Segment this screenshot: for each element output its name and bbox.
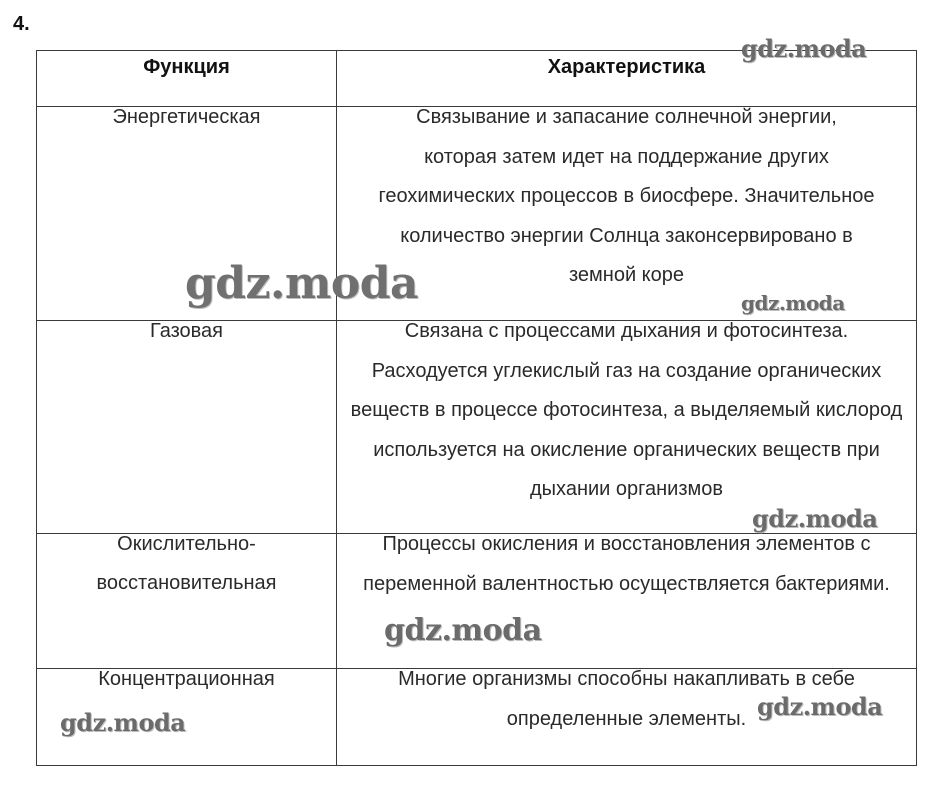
characteristic-cell — [337, 669, 917, 766]
characteristic-text: Процессы окисления и восстановления элементов с переменной валентностью осуществляется бактериями. — [363, 533, 890, 595]
watermark: gdz.moda — [752, 504, 878, 533]
watermark: gdz.moda — [741, 34, 867, 63]
function-cell — [37, 107, 337, 321]
function-cell — [37, 669, 337, 766]
task-number: 4. — [13, 13, 30, 35]
function-cell — [37, 321, 337, 534]
functions-table — [36, 50, 917, 766]
watermark: gdz.moda — [741, 291, 845, 315]
characteristic-cell — [337, 107, 917, 321]
watermark: gdz.moda — [185, 258, 419, 309]
function-name: Газовая — [149, 320, 224, 342]
function-cell — [37, 534, 337, 669]
characteristic-cell — [337, 534, 917, 669]
characteristic-text: Связывание и запасание солнечной энергии, которая затем идет на поддержание других геохимических процессов в биосфере. Значительное количество энергии Солнца законсервировано в земной коре — [378, 106, 875, 286]
table-row — [37, 107, 917, 321]
watermark: gdz.moda — [384, 613, 542, 648]
function-name: Энергетическая — [112, 106, 261, 128]
characteristic-cell — [337, 321, 917, 534]
watermark: gdz.moda — [60, 708, 186, 737]
function-name: Окислительно-восстановительная — [96, 533, 277, 594]
characteristic-text: Связана с процессами дыхания и фотосинтеза. Расходуется углекислый газ на создание органических веществ в процессе фотосинтеза, а выделяемый кислород используется на окисление органических веществ при дыхании организмов — [350, 320, 903, 500]
characteristic-text: Многие организмы способны накапливать в себе определенные элементы. — [398, 668, 855, 730]
header-function: Функция — [37, 51, 337, 107]
watermark: gdz.moda — [757, 692, 883, 721]
header-characteristic: Характеристика — [337, 51, 917, 107]
function-name: Концентрационная — [98, 668, 275, 690]
table-row — [37, 321, 917, 534]
table-row — [37, 534, 917, 669]
table-row — [37, 669, 917, 766]
